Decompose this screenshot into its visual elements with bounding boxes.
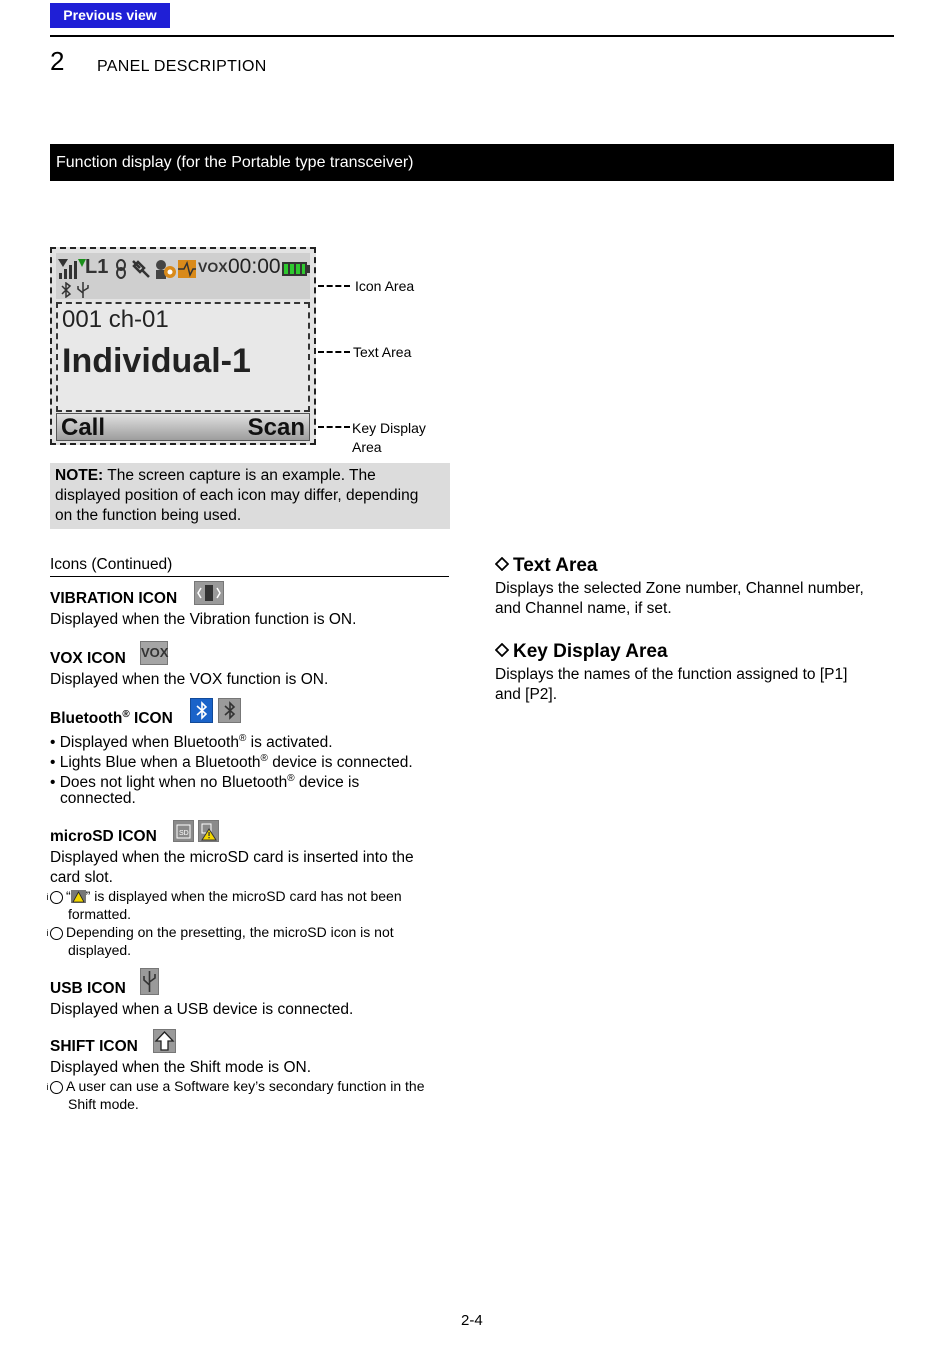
- icon-area-label: Icon Area: [355, 278, 415, 294]
- diamond-icon: [495, 643, 509, 657]
- bluetooth-bullet-3-b: device is: [294, 774, 360, 792]
- microsd-info-2-text: Depending on the presetting, the microSD icon is not: [66, 924, 394, 940]
- display-channel: 001 ch-01: [62, 306, 169, 333]
- link-icon: [114, 259, 128, 279]
- display-channel-name: Individual-1: [62, 342, 251, 380]
- bluetooth-icon-title: [50, 709, 173, 728]
- vibration-icon: [194, 581, 224, 605]
- bluetooth-on-icon: [190, 698, 213, 723]
- vox-icon-title: VOX ICON: [50, 650, 126, 667]
- microsd-info-1-cont: formatted.: [68, 906, 132, 922]
- display-key-p2: Scan: [247, 414, 305, 441]
- microsd-icon: [173, 820, 194, 842]
- text-area-heading-text: Text Area: [513, 555, 598, 576]
- note-line-1: The screen capture is an example. The: [103, 467, 376, 484]
- diamond-icon: [495, 557, 509, 571]
- bluetooth-title-icon-word: ICON: [129, 710, 173, 728]
- key-display-area-label-line1: Key Display: [352, 420, 426, 436]
- text-area-description-line2: and Channel name, if set.: [495, 600, 672, 617]
- shift-info: [46, 1077, 468, 1113]
- key-display-area-description-line1: Displays the names of the function assigned to [P1]: [495, 666, 848, 683]
- microsd-info-2: [46, 923, 468, 959]
- function-display-illustration: [50, 247, 316, 445]
- shift-info-cont: Shift mode.: [68, 1096, 139, 1112]
- key-display-area-description-line2: and [P2].: [495, 686, 558, 703]
- microsd-unformatted-icon: [198, 820, 219, 842]
- text-area-description: [495, 579, 895, 619]
- bluetooth-title-text: Bluetooth: [50, 710, 123, 728]
- header-rule: [50, 35, 894, 37]
- chapter-title: PANEL DESCRIPTION: [97, 58, 267, 75]
- bluetooth-bullet-3-a: • Does not light when no Bluetooth: [50, 774, 288, 792]
- text-area-description-line1: Displays the selected Zone number, Channel number,: [495, 580, 864, 597]
- text-area-heading: [495, 555, 597, 577]
- key-display-area-label-line2: Area: [352, 439, 382, 455]
- icon-area-callout-line: [318, 285, 350, 287]
- text-area-label: Text Area: [353, 344, 412, 360]
- microsd-info-1: [46, 887, 468, 923]
- usb-icon: [76, 281, 90, 299]
- bluetooth-bullet-2-a: • Lights Blue when a Bluetooth: [50, 754, 261, 772]
- signal-strength-icon: [58, 257, 86, 281]
- microsd-description-line1: Displayed when the microSD card is inserted into the: [50, 849, 414, 866]
- microsd-description-line2: card slot.: [50, 869, 113, 886]
- svg-text:SD: SD: [179, 830, 189, 837]
- battery-icon: [282, 261, 310, 277]
- warning-icon: [71, 890, 86, 903]
- registered-mark: ®: [122, 709, 130, 720]
- bluetooth-bullet-1-b: is activated.: [246, 734, 333, 752]
- registered-mark: ®: [287, 773, 295, 784]
- text-area-callout-line: [318, 351, 350, 353]
- note-label: NOTE:: [55, 467, 104, 484]
- microsd-info-1-quote-open: “: [66, 888, 71, 904]
- emergency-icon: [178, 260, 196, 278]
- note-box: [50, 463, 450, 529]
- vibration-icon-description: Displayed when the Vibration function is ON.: [50, 611, 357, 628]
- info-icon: i: [50, 891, 63, 904]
- display-text-area: [56, 302, 310, 412]
- key-display-area-label: [352, 419, 426, 457]
- registered-mark: ®: [238, 733, 247, 744]
- display-key-p1: Call: [61, 414, 106, 441]
- key-area-callout-line: [318, 426, 350, 428]
- note-line-2: displayed position of each icon may differ, depending: [55, 487, 419, 504]
- note-line-3: on the function being used.: [55, 507, 242, 524]
- usb-icon-title: USB ICON: [50, 980, 126, 997]
- line-l1-indicator: L1: [85, 256, 109, 278]
- chapter-number: 2: [50, 46, 65, 76]
- bluetooth-icon: [60, 282, 72, 298]
- vox-icon-description: Displayed when the VOX function is ON.: [50, 671, 329, 688]
- icons-continued-rule: [50, 576, 449, 577]
- display-clock: 00:00: [228, 255, 281, 278]
- vox-icon: VOX: [140, 641, 168, 665]
- gps-satellite-icon: [130, 258, 152, 280]
- bluetooth-bullet-2-b: device is connected.: [267, 754, 413, 772]
- display-key-area: [56, 413, 310, 441]
- icons-continued-heading: Icons (Continued): [50, 556, 173, 573]
- key-display-area-heading: [495, 641, 668, 663]
- microsd-description: [50, 848, 450, 888]
- page-number: 2-4: [461, 1312, 483, 1329]
- scramble-icon: [154, 258, 178, 280]
- bluetooth-bullet-1-a: • Displayed when Bluetooth: [50, 734, 239, 752]
- section-title-bar: Function display (for the Portable type transceiver): [50, 144, 894, 181]
- microsd-info-1-text: ” is displayed when the microSD card has not been: [85, 888, 402, 904]
- shift-info-text: A user can use a Software key’s secondary function in the: [66, 1078, 425, 1094]
- key-display-area-heading-text: Key Display Area: [513, 641, 668, 662]
- info-icon: i: [50, 927, 63, 940]
- shift-icon: [153, 1029, 176, 1053]
- microsd-icon-title: microSD ICON: [50, 828, 157, 845]
- registered-mark: ®: [260, 753, 268, 764]
- vibration-icon-title: VIBRATION ICON: [50, 590, 178, 607]
- microsd-info-2-cont: displayed.: [68, 942, 132, 958]
- display-icon-area: [56, 253, 310, 299]
- previous-view-button[interactable]: Previous view: [50, 3, 170, 28]
- key-display-area-description: [495, 665, 895, 705]
- usb-description: Displayed when a USB device is connected.: [50, 1001, 354, 1018]
- bluetooth-off-icon: [218, 698, 241, 723]
- usb-icon-sample: [140, 968, 159, 995]
- shift-description: Displayed when the Shift mode is ON.: [50, 1059, 312, 1076]
- bluetooth-bullet-3-cont: connected.: [60, 790, 136, 807]
- info-icon: i: [50, 1081, 63, 1094]
- shift-icon-title: SHIFT ICON: [50, 1038, 138, 1055]
- vox-indicator: VOX: [198, 259, 228, 275]
